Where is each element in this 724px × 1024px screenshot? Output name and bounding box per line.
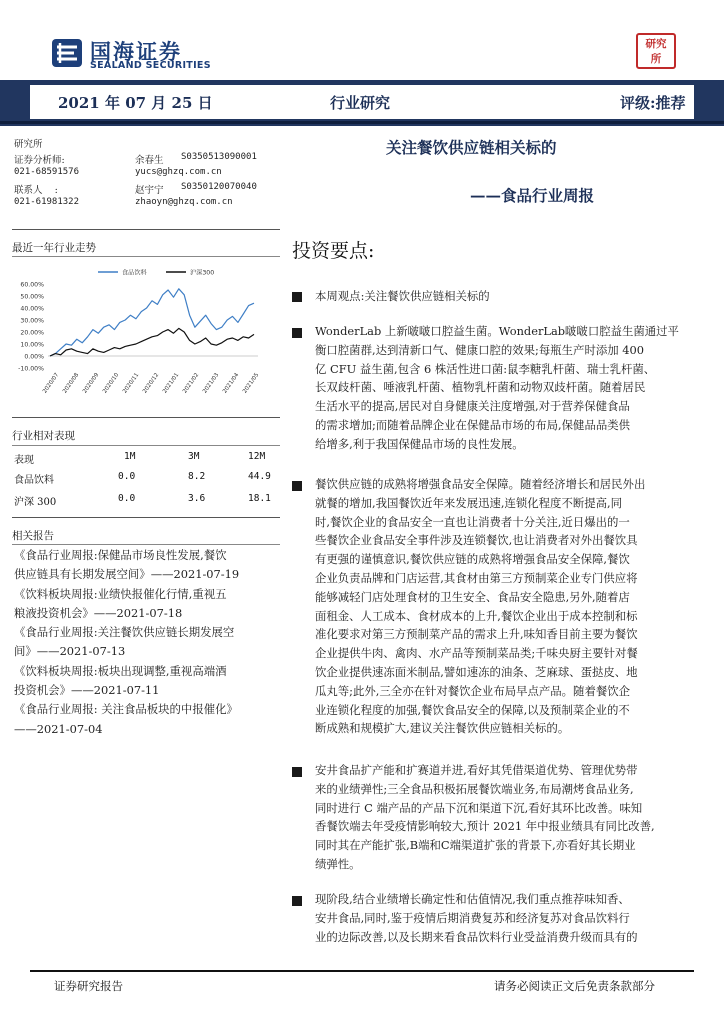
legend-label: 食品饮料 — [122, 269, 147, 277]
perf-table-row — [14, 471, 278, 493]
footer-right: 请务必阅读正文后免责条款部分 — [494, 979, 655, 993]
para-line: 给增多,利于我国保健品市场的良性发展。 — [315, 436, 524, 451]
y-tick-label: 0.00% — [24, 353, 44, 361]
x-tick-label: 2021/05 — [242, 372, 261, 395]
para-line: 衡口腔菌群,达到清新口气、健康口腔的效果;每瓶生产时添加 400 — [315, 342, 644, 357]
para-line: 断成熟和规模扩大,建议关注餐饮供应链相关标的。 — [315, 721, 570, 736]
y-tick-label: 10.00% — [20, 341, 44, 349]
para-line: 就餐的增加,我国餐饮近年来发展迅速,连锁化程度不断提高,同 — [315, 495, 623, 510]
perf-cell: 沪深 300 — [14, 497, 57, 508]
para-line: 业连锁化程度的加强,餐饮食品安全的保障,以及预制菜企业的不 — [315, 702, 630, 717]
para-line: 饮企业提供速冻面米制品,譬如速冻的油条、芝麻球、蛋挞皮、地 — [315, 664, 638, 679]
para-line: 能够减轻门店处理食材的卫生安全、食品安全隐患,另外,随着店 — [315, 589, 630, 604]
para-line: 企业提供牛肉、禽肉、水产品等预制菜品类;千味央厨主要针对餐 — [315, 646, 638, 661]
report-title: 关注餐饮供应链相关标的 — [386, 138, 557, 157]
bullet-marker — [292, 292, 302, 302]
bullet-marker — [292, 328, 302, 338]
para-line: 业的边际改善,以及长期来看食品饮料行业受益消费升级而具有的 — [315, 929, 638, 944]
y-tick-label: 40.00% — [20, 305, 44, 313]
related-report-line[interactable]: 《食品行业周报:保健品市场良性发展,餐饮 — [14, 548, 227, 562]
related-report-line[interactable]: 《食品行业周报: 关注食品板块的中报催化》 — [14, 702, 238, 717]
contact-name: 赵宇宁 — [135, 185, 164, 196]
seal-text: 研究所 — [645, 38, 667, 65]
perf-col-header: 3M — [188, 451, 200, 462]
perf-col-header: 1M — [124, 451, 136, 462]
bullet-marker — [292, 481, 302, 491]
brand-name-en: SEALAND SECURITIES — [90, 60, 211, 71]
perf-cell: 8.2 — [188, 471, 206, 482]
perf-cell: 0.0 — [118, 493, 136, 504]
x-tick-label: 2020/12 — [142, 372, 161, 395]
y-tick-label: 50.00% — [20, 293, 44, 301]
para-line: 有更强的谨慎意识,餐饮供应链的成熟将增强食品安全保障,餐饮 — [315, 552, 630, 567]
perf-cell: 0.0 — [118, 471, 136, 482]
para-line: 安井食品扩产能和扩赛道并进,看好其凭借渠道优势、管理优势带 — [315, 763, 638, 777]
report-category: 行业研究 — [330, 94, 391, 112]
key-point-4 — [315, 761, 695, 874]
para-line: 时,餐饮企业的食品安全一直也让消费者十分关注,近日爆出的一 — [315, 514, 630, 529]
perf-cell: 44.9 — [248, 471, 271, 482]
related-report-line[interactable]: ——2021-07-04 — [14, 721, 103, 736]
key-point-1 — [315, 287, 695, 306]
para-line: 本周观点:关注餐饮供应链相关标的 — [315, 289, 490, 303]
perf-table-row — [14, 493, 278, 515]
contact-id: S0350120070040 — [181, 182, 257, 192]
analyst-email[interactable]: yucs@ghzq.com.cn — [135, 167, 222, 177]
perf-cell: 食品饮料 — [14, 475, 54, 486]
related-reports-list — [14, 546, 279, 739]
trend-chart-heading: 最近一年行业走势 — [12, 242, 96, 254]
related-reports-heading: 相关报告 — [12, 530, 54, 542]
divider — [12, 417, 280, 418]
para-line: 香餐饮端去年受疫情影响较大,预计 2021 年中报业绩具有同比改善, — [315, 819, 655, 834]
x-tick-label: 2021/03 — [202, 372, 221, 395]
para-line: 的需求增加;而随着品牌企业在保健品市场的布局,保健品品类供 — [315, 417, 631, 432]
x-tick-label: 2020/07 — [42, 372, 61, 395]
x-tick-label: 2021/02 — [182, 372, 201, 395]
para-line: WonderLab 上新啵啵口腔益生菌。WonderLab啵啵口腔益生菌通过平 — [315, 324, 679, 338]
contact-email[interactable]: zhaoyn@ghzq.com.cn — [135, 197, 233, 207]
y-tick-label: 20.00% — [20, 329, 44, 337]
x-tick-label: 2021/04 — [222, 372, 241, 395]
divider — [12, 544, 280, 545]
y-tick-label: -10.00% — [18, 365, 44, 373]
footer-rule — [30, 970, 694, 972]
para-line: 准化要求对第三方预制菜产品的需求上升,味知香目前主要为餐饮 — [315, 627, 638, 642]
analyst-name: 余春生 — [135, 155, 164, 166]
related-report-line[interactable]: 间》——2021-07-13 — [14, 644, 126, 659]
footer-left: 证券研究报告 — [54, 979, 123, 993]
para-line: 安井食品,同时,鉴于疫情后期消费复苏和经济复苏对食品饮料行 — [315, 910, 630, 925]
report-date: 2021 年 07 月 25 日 — [58, 94, 213, 112]
contact-phone: 021-61981322 — [14, 197, 80, 207]
industry-trend-chart — [12, 260, 282, 400]
perf-cell: 18.1 — [248, 493, 271, 504]
institute-label: 研究所 — [14, 139, 43, 150]
x-tick-label: 2020/10 — [102, 372, 121, 395]
report-rating: 评级:推荐 — [620, 94, 686, 112]
para-line: 餐饮供应链的成熟将增强食品安全保障。随着经济增长和居民外出 — [315, 477, 646, 491]
x-tick-label: 2020/08 — [62, 372, 81, 395]
para-line: 来的业绩弹性;三全食品积极拓展餐饮端业务,布局潮烤食品业务, — [315, 781, 634, 796]
header-bar-underline — [0, 121, 724, 124]
para-line: 绩弹性。 — [315, 856, 361, 871]
sealand-logo-icon — [50, 37, 84, 69]
para-line: 面租金、人工成本、食材成本的上升,餐饮企业出于成本控制和标 — [315, 608, 638, 623]
related-report-line[interactable]: 《饮料板块周报:业绩快报催化行情,重视五 — [14, 586, 227, 601]
para-line: 同时进行 C 端产品的产品下沉和渠道下沉,看好其环比改善。味知 — [315, 800, 643, 815]
para-line: 瓜丸等;此外,三全亦在针对餐饮企业布局早点产品。随着餐饮企 — [315, 683, 631, 698]
bullet-marker — [292, 896, 302, 906]
perf-table-heading: 行业相对表现 — [12, 430, 75, 442]
para-line: 企业负责品牌和门店运营,其食材由第三方预制菜企业专门供应将 — [315, 570, 638, 585]
key-point-2 — [315, 322, 695, 454]
key-point-5 — [315, 890, 695, 946]
perf-col-header: 表现 — [14, 455, 34, 466]
divider — [12, 229, 280, 230]
divider — [12, 445, 280, 446]
para-line: 些餐饮企业食品安全事件涉及连锁餐饮,也让消费者对外出餐饮具 — [315, 533, 638, 548]
analyst-id: S0350513090001 — [181, 152, 257, 162]
perf-cell: 3.6 — [188, 493, 206, 504]
bullet-marker — [292, 767, 302, 777]
perf-table — [14, 451, 278, 515]
para-line: 生活水平的提高,居民对自身健康关注度增强,对于营养保健食品 — [315, 399, 630, 414]
y-tick-label: 60.00% — [20, 281, 44, 289]
brand-name-cn: 国海证券 — [90, 40, 182, 64]
related-report-line[interactable]: 投资机会》——2021-07-11 — [14, 683, 160, 698]
analyst-label: 证券分析师: — [14, 155, 65, 166]
report-subtitle: ——食品行业周报 — [470, 186, 595, 205]
analyst-phone: 021-68591576 — [14, 167, 80, 177]
divider — [12, 517, 280, 518]
para-line: 现阶段,结合业绩增长确定性和估值情况,我们重点推荐味知香、 — [315, 892, 630, 906]
contact-label: 联系人 : — [14, 185, 58, 196]
perf-table-header-row — [14, 451, 278, 471]
related-report-line[interactable]: 《食品行业周报:关注餐饮供应链长期发展空 — [14, 625, 235, 640]
x-tick-label: 2020/11 — [122, 372, 141, 395]
related-report-line[interactable]: 《饮料板块周报:板块出现调整,重视高端酒 — [14, 663, 227, 678]
key-points-heading: 投资要点: — [292, 240, 375, 262]
x-tick-label: 2021/01 — [162, 372, 181, 395]
related-report-line[interactable]: 供应链具有长期发展空间》——2021-07-19 — [14, 567, 240, 582]
legend-label: 沪深300 — [190, 269, 215, 277]
perf-col-header: 12M — [248, 451, 266, 462]
para-line: 同时其在产能扩张,B端和C端渠道扩张的背景下,亦看好其长期业 — [315, 838, 636, 853]
x-tick-label: 2020/09 — [82, 372, 101, 395]
para-line: 亿 CFU 益生菌,包含 6 株活性进口菌:鼠李糖乳杆菌、瑞士乳杆菌、 — [315, 361, 656, 376]
key-point-3 — [315, 475, 695, 738]
series-line-food-beverage — [50, 289, 254, 356]
y-tick-label: 30.00% — [20, 317, 44, 325]
para-line: 长双歧杆菌、唾液乳杆菌、植物乳杆菌和动物双歧杆菌。随着居民 — [315, 380, 646, 395]
related-report-line[interactable]: 粮液投资机会》——2021-07-18 — [14, 605, 183, 620]
research-institute-seal — [636, 33, 676, 69]
divider — [12, 256, 280, 257]
